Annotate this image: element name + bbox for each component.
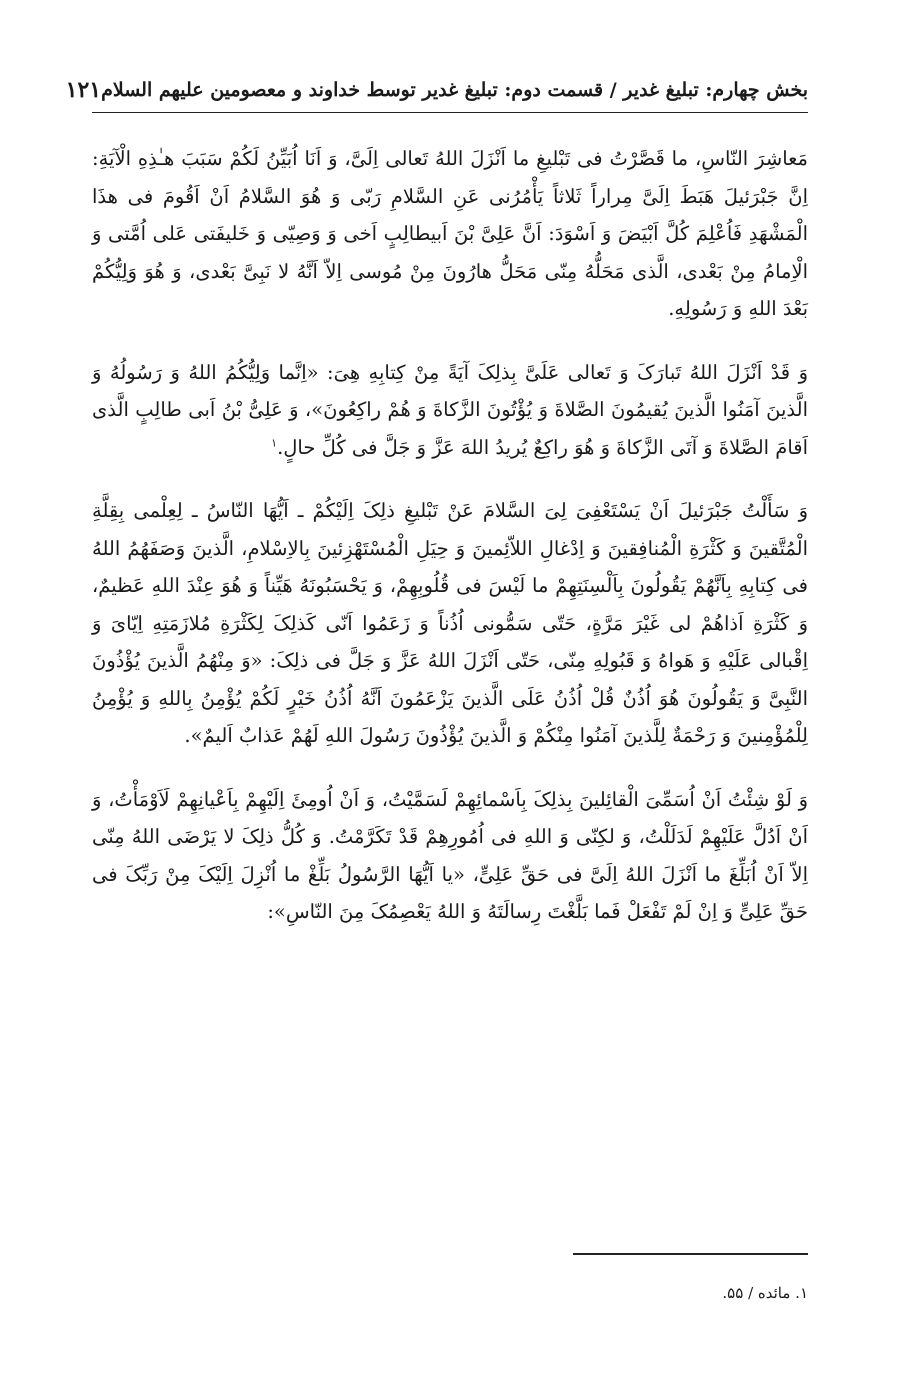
footnote: ۱. مائده / ۵۵. — [722, 1284, 808, 1302]
chapter-title: بخش چهارم: تبلیغ غدیر / قسمت دوم: تبلیغ غدیر توسط خداوند و معصومین علیهم السلام — [101, 79, 808, 101]
running-header — [65, 68, 808, 113]
paragraph-1: مَعاشِرَ النّاسِ، ما قَصَّرْتُ فی تَبْلیغِ ما اَنْزَلَ اللهُ تَعالی اِلَیَّ، وَ اَنَا اُبَیِّنُ لَکُمْ سَبَبَ هـٰذِهِ الْآیَةِ: اِنَّ جَبْرَئیلَ هَبَطَ اِلَیَّ مِراراً ثَلاثاً یَأْمُرُنی عَنِ السَّلامِ رَبّی وَ هُوَ السَّلامُ اَنْ اَقُومَ فی هذَا الْمَشْهَدِ فَاُعْلِمَ کُلَّ اَبْیَضَ وَ اَسْوَدَ: اَنَّ عَلِیَّ بْنَ اَبیطالِبٍ اَخی وَ وَصِیّی وَ خَلیفَتی عَلی اُمَّتی وَ الْاِمامُ مِنْ بَعْدی، الَّذی مَحَلُّهُ مِنّی مَحَلُّ هارُونَ مِنْ مُوسی اِلاّ اَنَّهُ لا نَبِیَّ بَعْدی، وَ هُوَ وَلِیُّکُمْ بَعْدَ اللهِ وَ رَسُولِهِ. — [92, 147, 808, 320]
paragraph-4: وَ لَوْ شِئْتُ اَنْ اُسَمِّیَ الْقائِلینَ بِذلِکَ بِاَسْمائِهِمْ لَسَمَّیْتُ، وَ اَنْ اُومِئَ اِلَیْهِمْ بِاَعْیانِهِمْ لَاَوْمَأْتُ، وَ اَنْ اَدُلَّ عَلَیْهِمْ لَدَلَلْتُ، وَ لکِنّی وَ اللهِ فی اُمُورِهِمْ قَدْ تَکَرَّمْتُ. وَ کُلُّ ذلِکَ لا یَرْضَی اللهُ مِنّی اِلاّ اَنْ اُبَلِّغَ ما اَنْزَلَ اللهُ اِلَیَّ فی حَقِّ عَلِیٍّ، «یا اَیُّهَا الرَّسُولُ بَلِّغْ ما اُنْزِلَ اِلَیْکَ مِنْ رَبِّکَ فی حَقِّ عَلِیٍّ وَ اِنْ لَمْ تَفْعَلْ فَما بَلَّغْتَ رِسالَتَهُ وَ اللهُ یَعْصِمُکَ مِنَ النّاسِ»: — [92, 787, 808, 923]
paragraph-2 — [92, 354, 808, 467]
footnote-marker: ۱ — [271, 436, 278, 449]
main-text — [92, 140, 808, 957]
page-number: ۱۲۱ — [65, 77, 102, 103]
footnote-divider — [573, 1253, 808, 1255]
paragraph-3: وَ سَأَلْتُ جَبْرَئیلَ اَنْ یَسْتَعْفِیَ لِیَ السَّلامَ عَنْ تَبْلیغِ ذلِکَ اِلَیْکُمْ ـ اَیُّهَا النّاسُ ـ لِعِلْمی بِقِلَّةِ الْمُتَّقینَ وَ کَثْرَةِ الْمُنافِقینَ وَ اِدْغالِ اللاّئِمینَ وَ حِیَلِ الْمُسْتَهْزِئینَ بِالاِسْلامِ، الَّذینَ وَصَفَهُمُ اللهُ فی کِتابِهِ بِاَنَّهُمْ یَقُولُونَ بِاَلْسِنَتِهِمْ ما لَیْسَ فی قُلُوبِهِمْ، وَ یَحْسَبُونَهُ هَیِّناً وَ هُوَ عِنْدَ اللهِ عَظیمٌ، وَ کَثْرَةِ اَذاهُمْ لی غَیْرَ مَرَّةٍ، حَتّی سَمُّونی اُذُناً وَ زَعَمُوا اَنّی کَذلِکَ لِکَثْرَةِ مُلازَمَتِهِ اِیّایَ وَ اِقْبالی عَلَیْهِ وَ هَواهُ وَ قَبُولِهِ مِنّی، حَتّی اَنْزَلَ اللهُ عَزَّ وَ جَلَّ فی ذلِکَ: «وَ مِنْهُمُ الَّذینَ یُؤْذُونَ النَّبِیَّ وَ یَقُولُونَ هُوَ اُذُنٌ قُلْ اُذُنُ عَلَی الَّذینَ یَزْعَمُونَ اَنَّهُ اُذُنُ خَیْرٍ لَکُمْ یُؤْمِنُ بِاللهِ وَ یُؤْمِنُ لِلْمُؤْمِنینَ وَ رَحْمَةٌ لِلَّذینَ آمَنُوا مِنْکُمْ وَ الَّذینَ یُؤْذُونَ رَسُولَ اللهِ لَهُمْ عَذابٌ اَلیمٌ». — [92, 499, 808, 747]
paragraph-2-text: وَ قَدْ اَنْزَلَ اللهُ تَبارَکَ وَ تَعالی عَلَیَّ بِذلِکَ آیَةً مِنْ کِتابِهِ هِیَ: «اِنَّما وَلِیُّکُمُ اللهُ وَ رَسُولُهُ وَ الَّذینَ آمَنُوا الَّذینَ یُقیمُونَ الصَّلاةَ وَ یُؤْتُونَ الزَّکاةَ وَ هُمْ راکِعُونَ»، وَ عَلِیُّ بْنُ اَبی طالِبٍ الَّذی اَقامَ الصَّلاةَ وَ آتَی الزَّکاةَ وَ هُوَ راکِعٌ یُریدُ اللهَ عَزَّ وَ جَلَّ فی کُلِّ حالٍ. — [92, 360, 808, 459]
